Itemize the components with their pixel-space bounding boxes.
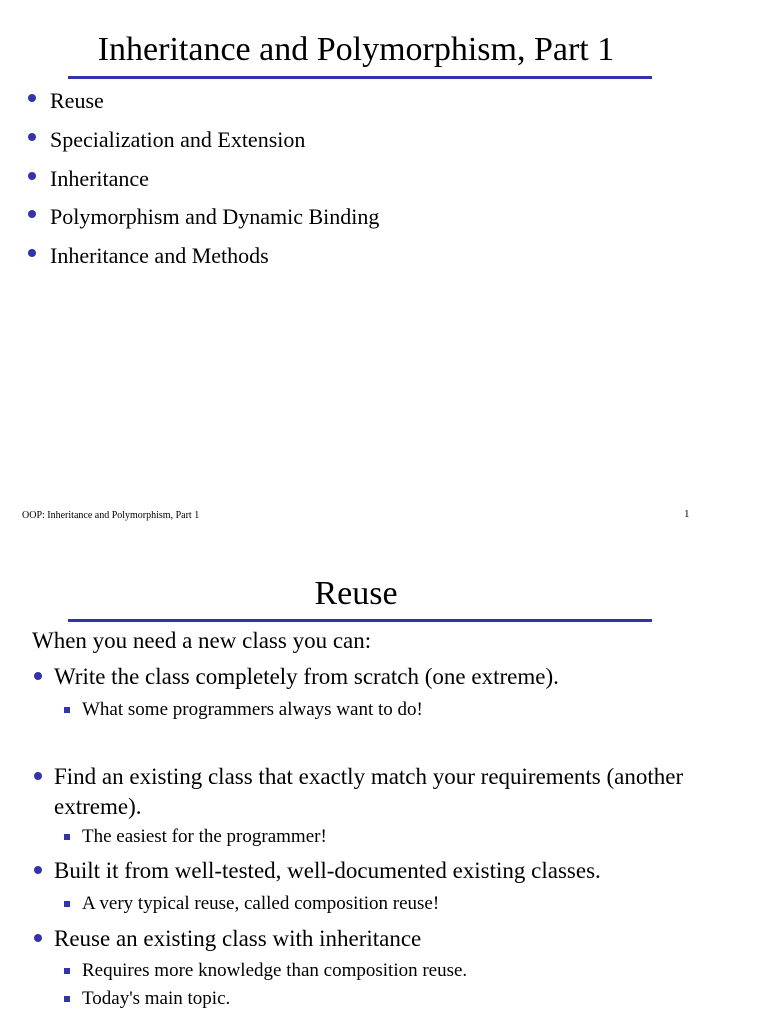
list-item: Built it from well-tested, well-documented existing classes. — [32, 856, 694, 886]
sub-item: Requires more knowledge than composition reuse. — [62, 958, 467, 984]
bullet-icon — [34, 866, 42, 874]
list-item: Polymorphism and Dynamic Binding — [24, 202, 379, 241]
list-item: Reuse an existing class with inheritance — [32, 924, 694, 954]
bullet-icon — [34, 934, 42, 942]
title-rule — [68, 76, 652, 79]
sub-item: What some programmers always want to do! — [62, 697, 423, 723]
bullet-icon — [28, 249, 36, 257]
title-rule — [68, 619, 652, 622]
sub-item: A very typical reuse, called composition reuse! — [62, 891, 439, 917]
slide-title: Reuse — [314, 575, 398, 612]
bullet-icon — [28, 94, 36, 102]
square-bullet-icon — [64, 996, 70, 1002]
bullet-icon — [28, 172, 36, 180]
bullet-list — [24, 86, 379, 280]
list-item: Write the class completely from scratch (one extreme). — [32, 662, 694, 692]
bullet-icon — [28, 133, 36, 141]
square-bullet-icon — [64, 834, 70, 840]
page-number: 1 — [684, 508, 690, 520]
list-item: Specialization and Extension — [24, 125, 379, 164]
bullet-icon — [34, 772, 42, 780]
square-bullet-icon — [64, 968, 70, 974]
slide-2 — [0, 540, 768, 1024]
bullet-icon — [34, 672, 42, 680]
intro-text: When you need a new class you can: — [32, 628, 372, 653]
list-item: Inheritance — [24, 164, 379, 203]
square-bullet-icon — [64, 901, 70, 907]
list-item: Reuse — [24, 86, 379, 125]
sub-item: Today's main topic. — [62, 986, 230, 1012]
slide-footer: OOP: Inheritance and Polymorphism, Part 1 — [22, 510, 200, 521]
square-bullet-icon — [64, 707, 70, 713]
sub-item: The easiest for the programmer! — [62, 824, 327, 850]
list-item: Inheritance and Methods — [24, 241, 379, 280]
slide-title: Inheritance and Polymorphism, Part 1 — [97, 31, 615, 68]
list-item: Find an existing class that exactly match your requirements (another extreme). — [32, 762, 694, 822]
bullet-icon — [28, 210, 36, 218]
